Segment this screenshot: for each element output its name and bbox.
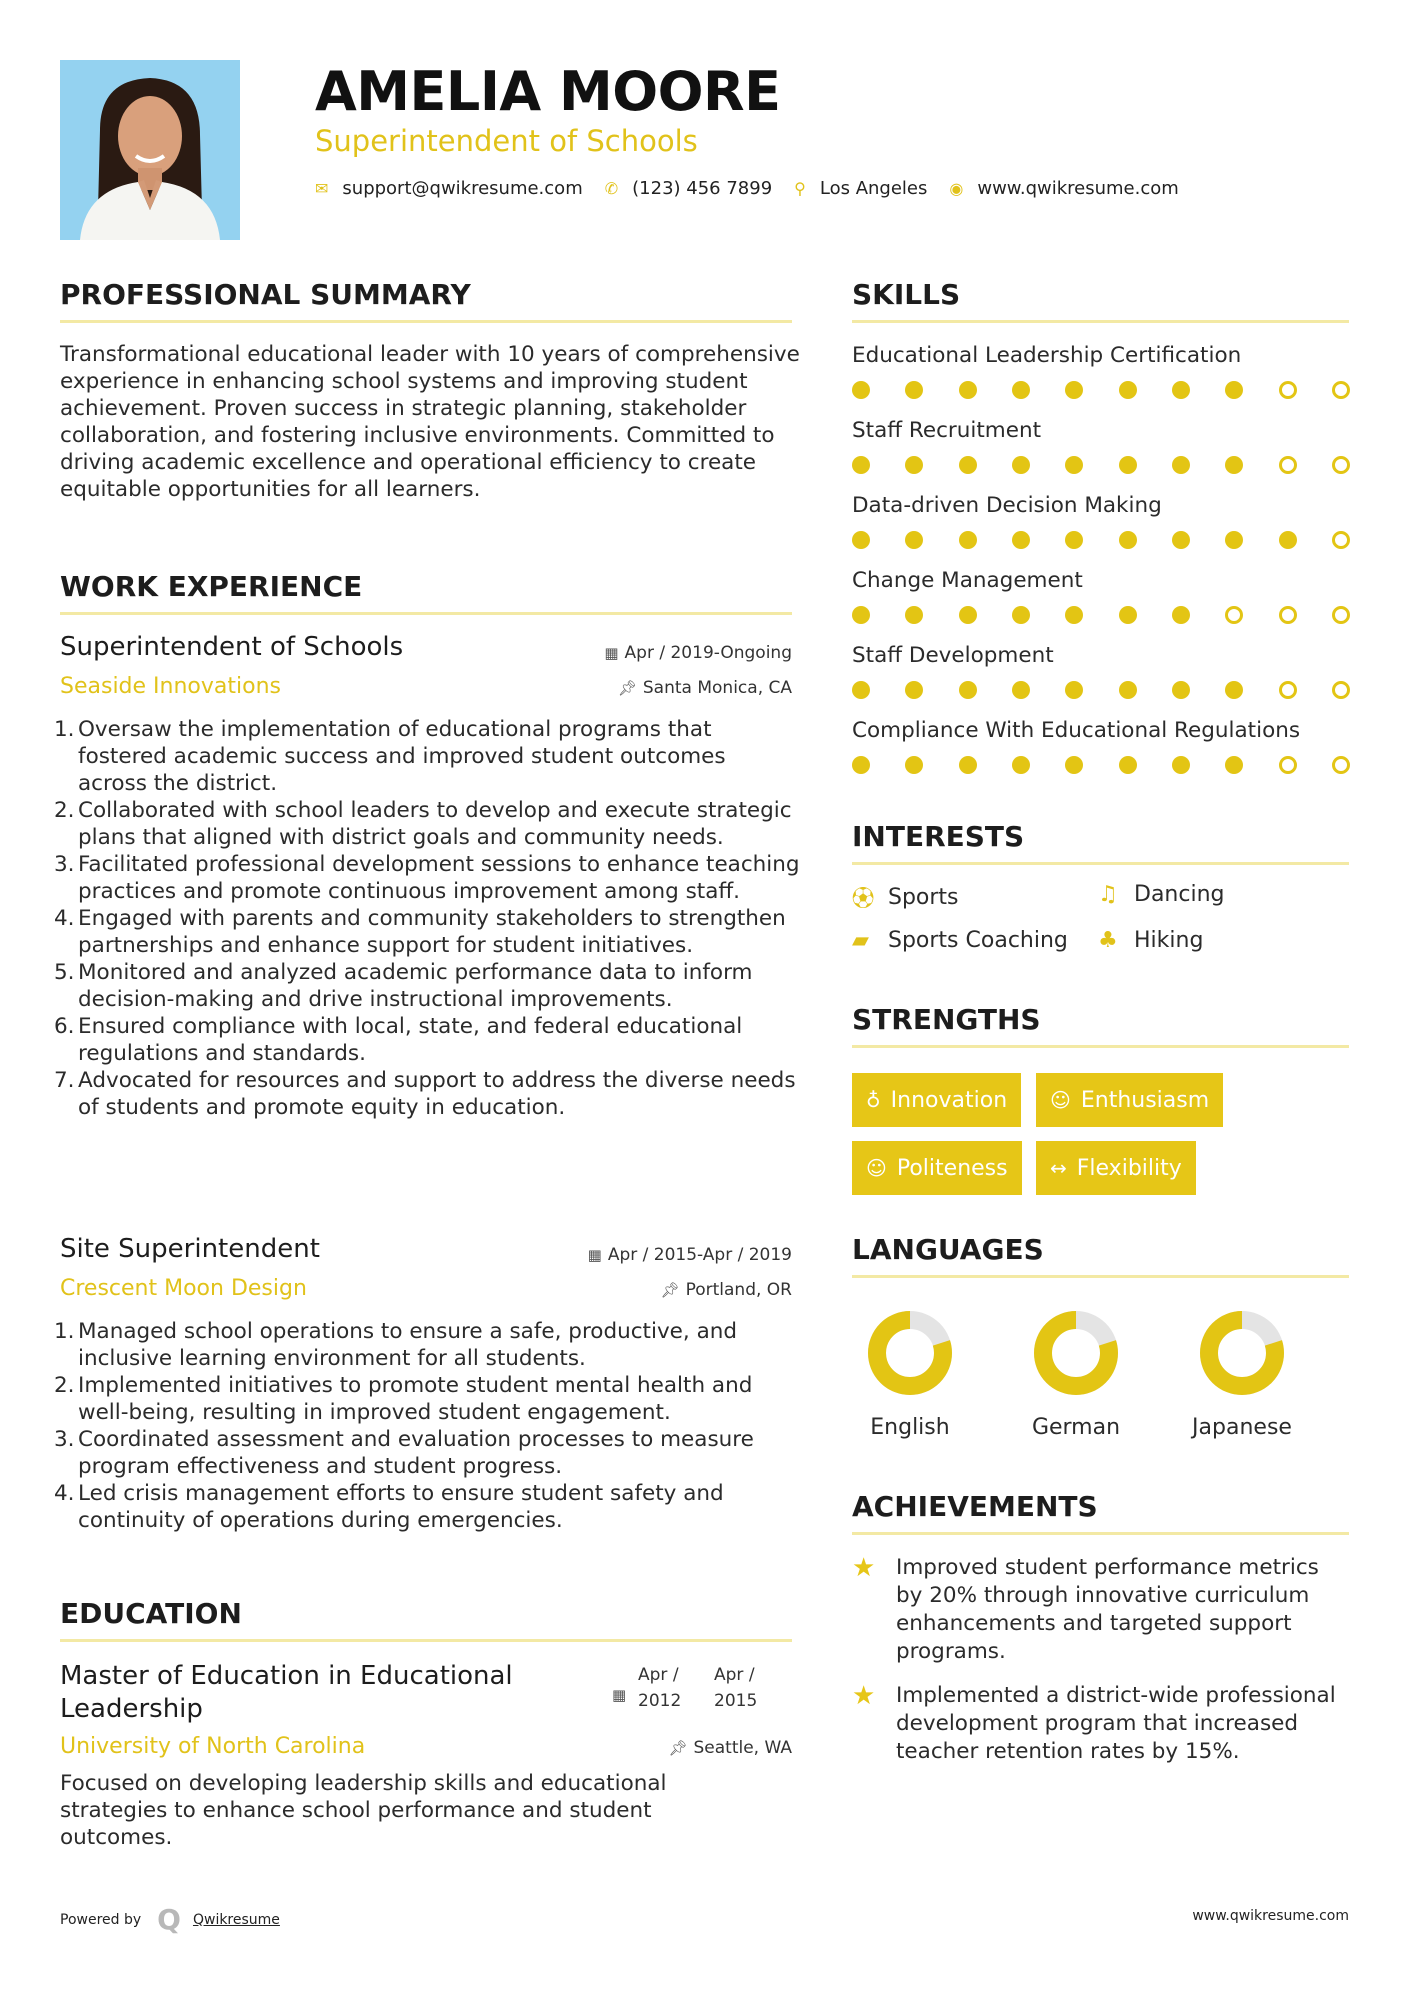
education-heading: EDUCATION — [60, 1597, 242, 1630]
skill-dot-empty — [1332, 381, 1350, 399]
languages-heading: LANGUAGES — [852, 1233, 1044, 1266]
skill-label: Staff Recruitment — [852, 418, 1042, 443]
contact-email[interactable]: support@qwikresume.com — [342, 178, 583, 199]
education-divider — [60, 1639, 792, 1642]
skill-rating — [852, 606, 1350, 626]
footer-powered-by — [60, 1903, 280, 1936]
skill-dot-filled — [1119, 681, 1137, 699]
language-name: German — [1031, 1415, 1121, 1440]
job-dates — [604, 643, 792, 663]
job-location-text: Santa Monica, CA — [642, 678, 792, 698]
skill-dot-empty — [1225, 606, 1243, 624]
star-icon: ★ — [852, 1681, 876, 1711]
skill-dot-filled — [959, 531, 977, 549]
footer-website[interactable]: www.qwikresume.com — [1192, 1908, 1349, 1924]
skill-dot-empty — [1332, 681, 1350, 699]
skill-dot-filled — [1279, 531, 1297, 549]
job-dates-text: Apr / 2019-Ongoing — [624, 643, 792, 663]
skill-dot-empty — [1279, 606, 1297, 624]
skill-rating — [852, 381, 1350, 401]
skill-dot-filled — [1225, 531, 1243, 549]
skill-dot-filled — [1012, 756, 1030, 774]
achievement-item: ★ Implemented a district-wide professional development program that increased teacher retention rates by 15%. — [852, 1681, 1336, 1764]
pin-icon: 📌︎ — [617, 679, 637, 697]
skill-dot-filled — [1065, 681, 1083, 699]
smiley-icon: ☺ — [866, 1156, 887, 1180]
education-description: Focused on developing leadership skills and educational strategies to enhance school performance and student outcomes. — [60, 1771, 667, 1850]
interests-heading: INTERESTS — [852, 820, 1025, 853]
skill-dot-empty — [1332, 456, 1350, 474]
skill-dot-filled — [1119, 756, 1137, 774]
job-title: Site Superintendent — [60, 1234, 320, 1264]
skill-rating — [852, 456, 1350, 476]
interest-item: ♣ Hiking — [1098, 928, 1204, 953]
tree-icon: ♣ — [1098, 928, 1118, 953]
skill-dot-filled — [905, 456, 923, 474]
contact-location: Los Angeles — [819, 178, 928, 199]
profile-photo — [60, 60, 240, 240]
strength-tag: ☺ Politeness — [852, 1141, 1022, 1195]
skill-dot-filled — [1225, 456, 1243, 474]
interest-item: ♫ Dancing — [1098, 882, 1225, 907]
skill-dot-filled — [852, 531, 870, 549]
skill-dot-filled — [905, 381, 923, 399]
skill-dot-filled — [1225, 381, 1243, 399]
skill-dot-filled — [852, 381, 870, 399]
skill-dot-filled — [1065, 456, 1083, 474]
email-icon: ✉ — [315, 179, 329, 198]
skill-dot-filled — [852, 756, 870, 774]
list-item: 1. Managed school operations to ensure a safe, productive, and inclusive learning environment for all students. — [54, 1319, 738, 1371]
language-level-ring — [1031, 1308, 1121, 1398]
list-item: 5. Monitored and analyzed academic performance data to inform decision-making and drive instructional improvements. — [54, 960, 753, 1012]
job-title: Superintendent of Schools — [60, 632, 404, 662]
star-icon: ★ — [852, 1553, 876, 1583]
interests-divider — [852, 862, 1349, 865]
candidate-role: Superintendent of Schools — [315, 124, 698, 158]
smiley-icon: ☺ — [1050, 1088, 1071, 1112]
skill-dot-filled — [1065, 381, 1083, 399]
language-level-ring — [865, 1308, 955, 1398]
list-item: 3. Facilitated professional development sessions to enhance teaching practices and promote continuous improvement among staff. — [54, 852, 800, 904]
list-item: 2. Collaborated with school leaders to develop and execute strategic plans that aligned with district goals and community needs. — [54, 798, 792, 850]
skill-rating — [852, 531, 1350, 551]
skill-dot-filled — [905, 756, 923, 774]
education-location-text: Seattle, WA — [693, 1738, 792, 1758]
location-pin-icon: ⚲ — [794, 179, 806, 198]
skill-dot-filled — [1172, 456, 1190, 474]
strength-tag: ♁ Innovation — [852, 1073, 1021, 1127]
calendar-icon: ▦ — [587, 1246, 602, 1264]
job-location — [618, 678, 792, 698]
skill-dot-filled — [1225, 681, 1243, 699]
skill-dot-filled — [959, 606, 977, 624]
language-name: Japanese — [1192, 1415, 1292, 1440]
skill-dot-filled — [1119, 531, 1137, 549]
achievements-heading: ACHIEVEMENTS — [852, 1490, 1098, 1523]
skill-dot-empty — [1332, 606, 1350, 624]
qwikresume-logo-icon: Q — [157, 1903, 181, 1936]
skill-dot-filled — [1172, 756, 1190, 774]
skill-dot-empty — [1332, 756, 1350, 774]
summary-divider — [60, 320, 792, 323]
globe-icon: ◉ — [949, 179, 964, 198]
skill-dot-filled — [1012, 456, 1030, 474]
skill-rating — [852, 756, 1350, 776]
skills-heading: SKILLS — [852, 278, 961, 311]
skill-label: Change Management — [852, 568, 1083, 593]
skill-rating — [852, 681, 1350, 701]
skill-dot-filled — [1119, 381, 1137, 399]
degree-title — [60, 1660, 513, 1726]
skill-dot-filled — [959, 381, 977, 399]
interest-item: ⚽︎ Sports — [852, 882, 959, 913]
skill-label: Compliance With Educational Regulations — [852, 718, 1301, 743]
skill-dot-empty — [1332, 531, 1350, 549]
skill-dot-filled — [905, 606, 923, 624]
calendar-icon: ▦ — [612, 1686, 627, 1704]
skill-dot-filled — [905, 531, 923, 549]
education-school: University of North Carolina — [60, 1734, 366, 1759]
work-divider — [60, 612, 792, 615]
lightbulb-icon: ♁ — [866, 1088, 881, 1112]
skill-dot-filled — [852, 606, 870, 624]
skill-dot-filled — [1065, 756, 1083, 774]
job-responsibilities — [54, 1318, 800, 1534]
arrows-horizontal-icon: ↔ — [1050, 1156, 1067, 1180]
contact-website[interactable]: www.qwikresume.com — [977, 178, 1179, 199]
language-level-ring — [1197, 1308, 1287, 1398]
skill-dot-filled — [852, 456, 870, 474]
job-company: Crescent Moon Design — [60, 1276, 307, 1301]
powered-by-text: Powered by — [60, 1911, 142, 1928]
skill-dot-filled — [905, 681, 923, 699]
contact-phone[interactable]: (123) 456 7899 — [632, 178, 773, 199]
skill-dot-filled — [1225, 756, 1243, 774]
degree-line-2: Leadership — [60, 1694, 203, 1724]
pin-icon: 📌︎ — [668, 1739, 688, 1757]
contact-bar — [315, 178, 1201, 199]
list-item: 7. Advocated for resources and support to address the diverse needs of students and promote equity in education. — [54, 1068, 796, 1120]
languages-divider — [852, 1275, 1349, 1278]
list-item: 4. Engaged with parents and community stakeholders to strengthen partnerships and enhance support for student initiatives. — [54, 906, 786, 958]
skill-dot-filled — [1065, 606, 1083, 624]
achievements-divider — [852, 1532, 1349, 1535]
candidate-name: AMELIA MOORE — [315, 60, 781, 123]
skill-dot-filled — [1065, 531, 1083, 549]
skill-dot-filled — [1119, 606, 1137, 624]
skill-dot-filled — [959, 756, 977, 774]
list-item: 4. Led crisis management efforts to ensure student safety and continuity of operations during emergencies. — [54, 1481, 724, 1533]
skill-label: Educational Leadership Certification — [852, 343, 1242, 368]
job-dates-text: Apr / 2015-Apr / 2019 — [607, 1245, 792, 1265]
strengths-divider — [852, 1045, 1349, 1048]
interest-item: ▰ Sports Coaching — [852, 928, 1068, 953]
job-location — [661, 1280, 792, 1300]
skill-dot-filled — [1172, 681, 1190, 699]
language-name: English — [870, 1415, 950, 1440]
strength-tag: ☺ Enthusiasm — [1036, 1073, 1223, 1127]
degree-line-1: Master of Education in Educational — [60, 1661, 513, 1691]
list-item: 1. Oversaw the implementation of educational programs that fostered academic success and improved student outcomes across the district. — [54, 717, 726, 796]
calendar-icon: ▦ — [604, 644, 619, 662]
pin-icon: 📌︎ — [660, 1281, 680, 1299]
skill-dot-filled — [959, 456, 977, 474]
skills-divider — [852, 320, 1349, 323]
strength-tag: ↔ Flexibility — [1036, 1141, 1196, 1195]
job-location-text: Portland, OR — [685, 1280, 792, 1300]
education-location — [668, 1738, 792, 1758]
job-dates — [588, 1245, 792, 1265]
summary-heading: PROFESSIONAL SUMMARY — [60, 278, 471, 311]
soccer-ball-icon: ⚽︎ — [852, 887, 875, 912]
achievement-item: ★ Improved student performance metrics by 20% through innovative curriculum enhancements and targeted support programs. — [852, 1553, 1319, 1664]
list-item: 2. Implemented initiatives to promote student mental health and well-being, resulting in improved student engagement. — [54, 1373, 753, 1425]
skill-label: Data-driven Decision Making — [852, 493, 1162, 518]
briefcase-icon: ▰ — [852, 928, 869, 953]
summary-text: Transformational educational leader with 10 years of comprehensive experience in enhancing school systems and improving student achievement. Proven success in strategic planning, stakeholder collaboration, and fostering inclusive environments. Committed to driving academic excellence and operational efficiency to create equitable opportunities for all learners. — [60, 342, 800, 502]
skill-dot-filled — [1012, 681, 1030, 699]
skill-dot-filled — [1119, 456, 1137, 474]
skill-dot-filled — [1172, 381, 1190, 399]
skill-dot-filled — [1172, 531, 1190, 549]
skill-dot-filled — [1012, 606, 1030, 624]
skill-dot-filled — [1172, 606, 1190, 624]
list-item: 6. Ensured compliance with local, state, and federal educational regulations and standards. — [54, 1014, 743, 1066]
skill-dot-filled — [852, 681, 870, 699]
strengths-heading: STRENGTHS — [852, 1003, 1041, 1036]
phone-icon: ✆ — [604, 179, 619, 198]
job-company: Seaside Innovations — [60, 674, 281, 699]
skill-dot-filled — [1012, 531, 1030, 549]
skill-dot-filled — [1012, 381, 1030, 399]
music-note-icon: ♫ — [1098, 882, 1118, 907]
list-item: 3. Coordinated assessment and evaluation processes to measure program effectiveness and student progress. — [54, 1427, 754, 1479]
skill-dot-filled — [959, 681, 977, 699]
skill-dot-empty — [1279, 681, 1297, 699]
education-start: Apr / 2012 — [638, 1665, 682, 1711]
skill-dot-empty — [1279, 756, 1297, 774]
job-responsibilities — [54, 716, 800, 1121]
education-end: Apr / 2015 — [714, 1665, 758, 1711]
skill-label: Staff Development — [852, 643, 1054, 668]
work-heading: WORK EXPERIENCE — [60, 570, 363, 603]
brand-link[interactable]: Qwikresume — [192, 1911, 280, 1928]
skill-dot-empty — [1279, 456, 1297, 474]
skill-dot-empty — [1279, 381, 1297, 399]
